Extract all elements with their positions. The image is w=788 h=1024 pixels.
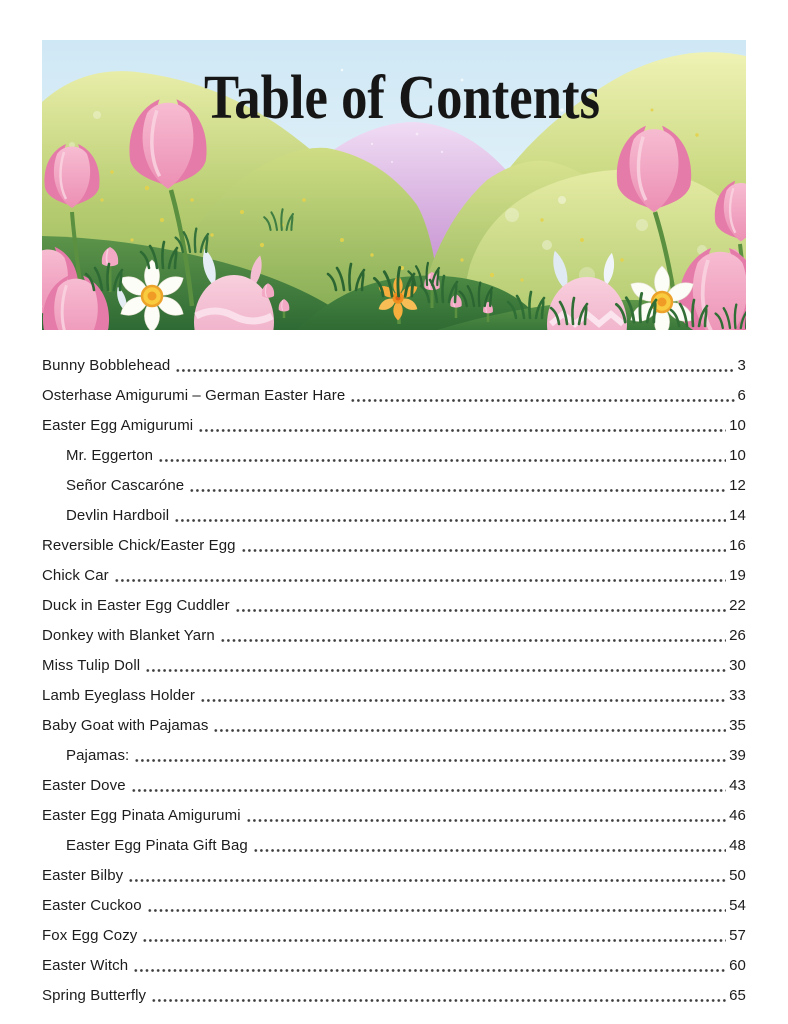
- toc-entry-label: Easter Cuckoo: [42, 896, 142, 914]
- toc-entry[interactable]: [42, 440, 746, 470]
- toc-entry-page: 43: [729, 776, 746, 794]
- toc-entry-label: Donkey with Blanket Yarn: [42, 626, 215, 644]
- toc-entry-page: 6: [737, 386, 746, 404]
- toc-entry-page: 50: [729, 866, 746, 884]
- toc-entry-page: 39: [729, 746, 746, 764]
- toc-entry-page: 48: [729, 836, 746, 854]
- toc-entry[interactable]: [42, 500, 746, 530]
- toc-entry[interactable]: [42, 380, 746, 410]
- toc-entry[interactable]: [42, 650, 746, 680]
- table-of-contents: [42, 350, 746, 1010]
- dot-leader: [235, 609, 726, 612]
- toc-entry[interactable]: [42, 860, 746, 890]
- dot-leader: [114, 579, 726, 582]
- toc-entry-label: Miss Tulip Doll: [42, 656, 141, 674]
- dot-leader: [133, 969, 726, 972]
- toc-entry-label: Easter Egg Amigurumi: [42, 416, 194, 434]
- toc-entry-label: Easter Egg Pinata Gift Bag: [66, 836, 248, 854]
- toc-entry[interactable]: [42, 350, 746, 380]
- toc-entry[interactable]: [42, 620, 746, 650]
- toc-entry-label: Mr. Eggerton: [66, 446, 154, 464]
- toc-entry-label: Easter Bilby: [42, 866, 124, 884]
- toc-entry-page: 60: [729, 956, 746, 974]
- toc-entry[interactable]: [42, 590, 746, 620]
- toc-entry-page: 33: [729, 686, 746, 704]
- toc-entry-label: Fox Egg Cozy: [42, 926, 138, 944]
- header-illustration: [42, 40, 746, 330]
- toc-entry[interactable]: [42, 680, 746, 710]
- toc-entry[interactable]: [42, 470, 746, 500]
- toc-entry-page: 30: [729, 656, 746, 674]
- toc-entry-label: Easter Witch: [42, 956, 129, 974]
- toc-entry-label: Reversible Chick/Easter Egg: [42, 536, 236, 554]
- toc-entry[interactable]: [42, 710, 746, 740]
- toc-entry-page: 35: [729, 716, 746, 734]
- toc-entry[interactable]: [42, 560, 746, 590]
- toc-entry-page: 12: [729, 476, 746, 494]
- dot-leader: [151, 999, 726, 1002]
- toc-entry-label: Pajamas:: [66, 746, 130, 764]
- toc-entry-label: Spring Butterfly: [42, 986, 147, 1004]
- toc-entry[interactable]: [42, 890, 746, 920]
- toc-entry-label: Bunny Bobblehead: [42, 356, 171, 374]
- toc-entry-label: Baby Goat with Pajamas: [42, 716, 209, 734]
- toc-entry-page: 16: [729, 536, 746, 554]
- toc-entry-page: 10: [729, 416, 746, 434]
- dot-leader: [220, 639, 726, 642]
- toc-entry-label: Osterhase Amigurumi – German Easter Hare: [42, 386, 346, 404]
- toc-entry-label: Devlin Hardboil: [66, 506, 170, 524]
- toc-entry-page: 19: [729, 566, 746, 584]
- dot-leader: [134, 759, 726, 762]
- toc-entry[interactable]: [42, 740, 746, 770]
- toc-entry-label: Lamb Eyeglass Holder: [42, 686, 195, 704]
- dot-leader: [145, 669, 726, 672]
- dot-leader: [142, 939, 726, 942]
- toc-entry-page: 65: [729, 986, 746, 1004]
- dot-leader: [200, 699, 726, 702]
- dot-leader: [253, 849, 726, 852]
- toc-entry[interactable]: [42, 800, 746, 830]
- toc-entry-page: 54: [729, 896, 746, 914]
- dot-leader: [189, 489, 726, 492]
- toc-entry-page: 57: [729, 926, 746, 944]
- toc-entry-page: 26: [729, 626, 746, 644]
- spring-hills-illustration: [42, 40, 746, 330]
- toc-entry[interactable]: [42, 530, 746, 560]
- dot-leader: [175, 369, 734, 372]
- toc-entry-page: 10: [729, 446, 746, 464]
- toc-entry-label: Señor Cascaróne: [66, 476, 185, 494]
- toc-entry-label: Easter Egg Pinata Amigurumi: [42, 806, 241, 824]
- toc-entry[interactable]: [42, 830, 746, 860]
- dot-leader: [147, 909, 726, 912]
- dot-leader: [198, 429, 726, 432]
- dot-leader: [241, 549, 726, 552]
- toc-entry[interactable]: [42, 950, 746, 980]
- toc-entry-page: 22: [729, 596, 746, 614]
- toc-entry-label: Chick Car: [42, 566, 109, 584]
- dot-leader: [174, 519, 726, 522]
- header-title: Table of Contents: [204, 64, 600, 132]
- dot-leader: [158, 459, 726, 462]
- toc-entry-page: 46: [729, 806, 746, 824]
- toc-entry-label: Easter Dove: [42, 776, 126, 794]
- toc-entry[interactable]: [42, 770, 746, 800]
- dot-leader: [246, 819, 726, 822]
- toc-entry[interactable]: [42, 980, 746, 1010]
- dot-leader: [213, 729, 726, 732]
- toc-entry[interactable]: [42, 410, 746, 440]
- toc-entry-page: 3: [737, 356, 746, 374]
- dot-leader: [128, 879, 726, 882]
- toc-entry-page: 14: [729, 506, 746, 524]
- toc-entry[interactable]: [42, 920, 746, 950]
- dot-leader: [131, 789, 726, 792]
- dot-leader: [350, 399, 734, 402]
- toc-entry-label: Duck in Easter Egg Cuddler: [42, 596, 230, 614]
